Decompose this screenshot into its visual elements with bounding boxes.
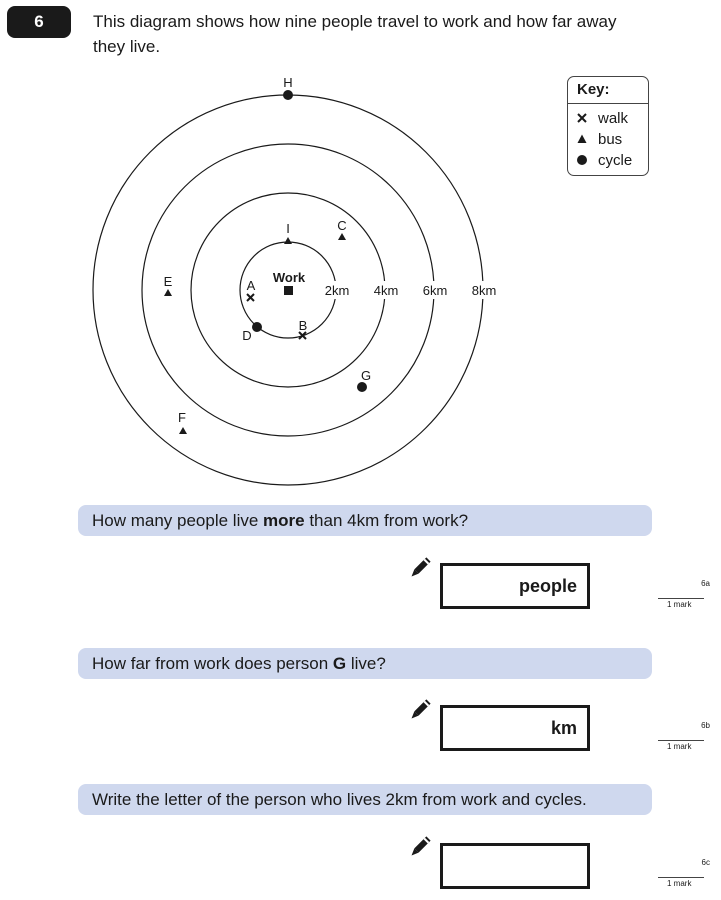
work-square	[284, 286, 293, 295]
pencil-icon	[407, 697, 433, 723]
key-row-walk	[576, 108, 628, 128]
answer-unit-6b: km	[550, 717, 577, 738]
mark-code-6c: 6c	[701, 858, 710, 867]
key-row-cycle	[576, 150, 632, 170]
person-f-bus-marker	[179, 427, 187, 434]
person-d-cycle-marker	[252, 322, 262, 332]
person-g-label: G	[360, 368, 372, 383]
person-h-label: H	[283, 75, 293, 90]
bus-triangle-icon	[576, 133, 598, 145]
person-e-label: E	[163, 274, 173, 289]
ring-label-4km: 4km	[373, 283, 399, 298]
answer-box-6b[interactable]	[440, 705, 590, 751]
question-6a-prompt: How many people live more than 4km from work?	[78, 505, 652, 536]
mark-code-6b: 6b	[701, 721, 710, 730]
key-title: Key:	[568, 77, 648, 104]
person-b-label: B	[298, 318, 308, 333]
mark-label-6c: 1 mark	[667, 879, 692, 888]
work-label: Work	[272, 270, 306, 285]
ring-label-8km: 8km	[471, 283, 497, 298]
key-label-bus: bus	[598, 130, 623, 148]
mark-6b	[658, 721, 718, 757]
cycle-dot-icon	[576, 154, 598, 166]
person-h-cycle-marker	[283, 90, 293, 100]
person-e-bus-marker	[164, 289, 172, 296]
key-box	[567, 76, 649, 176]
question-intro: This diagram shows how nine people travel to work and how far away they live.	[93, 12, 617, 56]
question-6b-prompt: How far from work does person G live?	[78, 648, 652, 679]
person-a-walk-marker	[247, 294, 254, 301]
ring-label-2km: 2km	[324, 283, 350, 298]
key-label-cycle: cycle	[598, 151, 633, 169]
answer-box-6c[interactable]	[440, 843, 590, 889]
person-f-label: F	[178, 410, 186, 425]
mark-label-6b: 1 mark	[667, 742, 692, 751]
pencil-icon	[407, 555, 433, 581]
person-i-bus-marker	[284, 237, 292, 244]
key-label-walk: walk	[598, 109, 629, 127]
mark-code-6a: 6a	[701, 579, 710, 588]
answer-unit-6a: people	[518, 575, 577, 596]
pencil-icon	[407, 834, 433, 860]
mark-label-6a: 1 mark	[667, 600, 692, 609]
mark-6c	[658, 858, 718, 894]
question-6c-prompt: Write the letter of the person who lives 2km from work and cycles.	[78, 784, 652, 815]
person-c-label: C	[337, 218, 347, 233]
question-number: 6	[7, 6, 71, 38]
person-i-label: I	[286, 221, 290, 236]
answer-box-6a[interactable]	[440, 563, 590, 609]
person-g-cycle-marker	[357, 382, 367, 392]
person-d-label: D	[242, 328, 252, 343]
key-row-bus	[576, 129, 622, 149]
ring-label-6km: 6km	[422, 283, 448, 298]
mark-6a	[658, 579, 718, 615]
person-c-bus-marker	[338, 233, 346, 240]
walk-cross-icon	[576, 112, 598, 124]
person-a-label: A	[246, 278, 256, 293]
